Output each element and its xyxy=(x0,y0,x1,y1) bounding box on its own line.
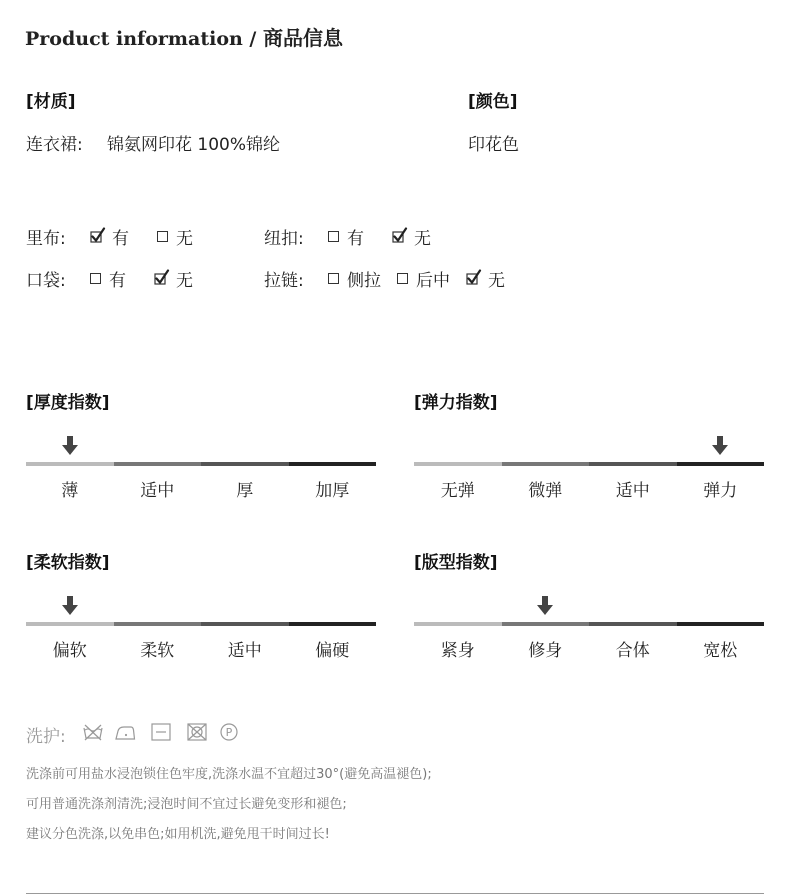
index-bar-segment xyxy=(201,622,289,626)
index-bar-segment xyxy=(114,462,202,466)
index-bar xyxy=(26,622,376,626)
zipper-options xyxy=(328,266,521,291)
fit-scale xyxy=(414,596,764,661)
care-label: 洗护: xyxy=(26,727,66,747)
buttons-option-label: 无 xyxy=(414,229,431,249)
index-label: 偏软 xyxy=(52,641,87,661)
zipper-option-0 xyxy=(328,266,381,291)
index-label: 厚 xyxy=(236,481,254,501)
index-bar-segment xyxy=(201,462,289,466)
index-label: 柔软 xyxy=(140,641,175,661)
index-bar-segment xyxy=(26,622,114,626)
svg-text:P: P xyxy=(225,726,233,739)
index-label: 适中 xyxy=(615,481,650,501)
index-label: 偏硬 xyxy=(315,641,350,661)
pocket-label: 口袋: xyxy=(26,271,66,291)
dry-clean-p-icon xyxy=(218,722,240,742)
index-bar xyxy=(26,462,376,466)
material-value: 锦氨网印花 100%锦纶 xyxy=(107,135,281,155)
index-bar-segment xyxy=(289,622,377,626)
softness-scale xyxy=(26,596,376,661)
index-label: 薄 xyxy=(61,481,79,501)
no-wash-icon xyxy=(82,722,104,742)
zipper-option-label: 侧拉 xyxy=(347,271,381,291)
index-bar xyxy=(414,462,764,466)
zipper-option-2 xyxy=(466,266,505,291)
material-label: 连衣裙: xyxy=(26,135,83,155)
selection-arrow-icon xyxy=(712,436,728,456)
checked-box-icon xyxy=(154,271,170,287)
thickness-scale xyxy=(26,436,376,501)
page-title xyxy=(25,22,343,51)
softness-heading: [柔软指数] xyxy=(26,553,110,573)
elasticity-scale xyxy=(414,436,764,501)
zipper-label: 拉链: xyxy=(264,271,304,291)
index-label: 适中 xyxy=(227,641,262,661)
zipper-option-label: 无 xyxy=(488,271,505,291)
pocket-options xyxy=(90,266,221,291)
care-note-1: 洗涤前可用盐水浸泡锁住色牢度,洗涤水温不宜超过30°(避免高温褪色); xyxy=(26,767,432,782)
lining-label: 里布: xyxy=(26,229,66,249)
iron-low-icon xyxy=(114,722,136,742)
lining-option-1 xyxy=(157,224,193,249)
index-bar-segment xyxy=(502,462,590,466)
index-bar-segment xyxy=(677,462,765,466)
index-label: 无弹 xyxy=(440,481,475,501)
zipper-option-label: 后中 xyxy=(416,271,450,291)
empty-box-icon xyxy=(90,273,101,284)
index-bar xyxy=(414,622,764,626)
selection-arrow-icon xyxy=(62,436,78,456)
index-bar-segment xyxy=(589,622,677,626)
index-bar-segment xyxy=(414,622,502,626)
index-bar-segment xyxy=(289,462,377,466)
checked-box-icon xyxy=(466,271,482,287)
checked-box-icon xyxy=(392,229,408,245)
color-heading: [颜色] xyxy=(468,92,518,112)
pocket-option-1 xyxy=(154,266,193,291)
index-label: 合体 xyxy=(615,641,650,661)
empty-box-icon xyxy=(157,231,168,242)
selection-arrow-icon xyxy=(62,596,78,616)
index-labels xyxy=(414,476,764,501)
index-label: 加厚 xyxy=(315,481,350,501)
material-heading: [材质] xyxy=(26,92,76,112)
empty-box-icon xyxy=(328,231,339,242)
index-bar-segment xyxy=(414,462,502,466)
title-en: Product information / xyxy=(25,28,263,50)
pocket-option-label: 有 xyxy=(109,271,126,291)
care-note-3: 建议分色洗涤,以免串色;如用机洗,避免甩干时间过长! xyxy=(26,827,330,842)
index-bar-segment xyxy=(502,622,590,626)
index-label: 微弹 xyxy=(528,481,563,501)
index-labels xyxy=(26,636,376,661)
lining-option-label: 有 xyxy=(112,229,129,249)
buttons-option-1 xyxy=(392,224,431,249)
index-labels xyxy=(26,476,376,501)
lining-option-label: 无 xyxy=(176,229,193,249)
selection-arrow-icon xyxy=(537,596,553,616)
thickness-heading: [厚度指数] xyxy=(26,393,110,413)
index-labels xyxy=(414,636,764,661)
buttons-option-label: 有 xyxy=(347,229,364,249)
buttons-label: 纽扣: xyxy=(264,229,304,249)
empty-box-icon xyxy=(328,273,339,284)
color-value: 印花色 xyxy=(468,135,519,155)
lining-options xyxy=(90,224,221,249)
pocket-option-label: 无 xyxy=(176,271,193,291)
care-note-2: 可用普通洗涤剂清洗;浸泡时间不宜过长避免变形和褪色; xyxy=(26,797,347,812)
line-dry-icon xyxy=(150,722,172,742)
checked-box-icon xyxy=(90,229,106,245)
no-tumble-dry-icon xyxy=(186,722,208,742)
bottom-divider xyxy=(26,893,764,894)
index-label: 宽松 xyxy=(703,641,738,661)
pocket-option-0 xyxy=(90,266,126,291)
index-label: 弹力 xyxy=(703,481,738,501)
empty-box-icon xyxy=(397,273,408,284)
index-label: 紧身 xyxy=(440,641,475,661)
title-cn: 商品信息 xyxy=(262,26,343,50)
buttons-option-0 xyxy=(328,224,364,249)
zipper-option-1 xyxy=(397,266,450,291)
buttons-options xyxy=(328,224,459,249)
lining-option-0 xyxy=(90,224,129,249)
fit-heading: [版型指数] xyxy=(414,553,498,573)
elasticity-heading: [弹力指数] xyxy=(414,393,498,413)
index-bar-segment xyxy=(589,462,677,466)
index-bar-segment xyxy=(26,462,114,466)
index-label: 适中 xyxy=(140,481,175,501)
index-bar-segment xyxy=(677,622,765,626)
index-bar-segment xyxy=(114,622,202,626)
index-label: 修身 xyxy=(528,641,563,661)
